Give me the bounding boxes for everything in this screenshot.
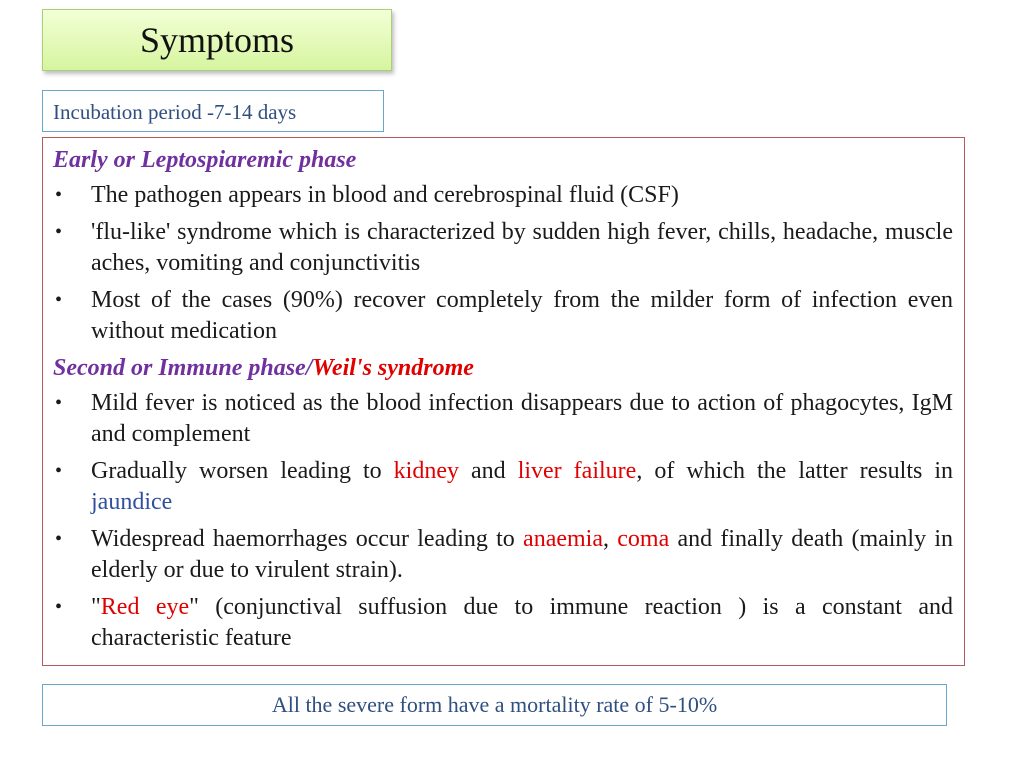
early-phase-list [53,180,953,347]
immune-phase-heading: Second or Immune phase/Weil's syndrome [53,355,474,381]
bullet-icon: • [55,528,63,550]
bullet-icon: • [55,184,63,206]
anaemia-highlight: anaemia [523,526,603,552]
list-item: • Most of the cases (90%) recover completely from the milder form of infection even without medication [55,287,953,344]
bullet-icon: • [55,596,63,618]
jaundice-highlight: jaundice [91,489,173,515]
immune-phase-list [53,388,953,654]
bullet-icon: • [55,289,63,311]
kidney-highlight: kidney [393,458,459,484]
list-item: • Gradually worsen leading to kidney and liver failure, of which the latter results in jaundice [55,458,954,515]
coma-highlight: coma [617,526,670,552]
bullet-icon: • [55,460,63,482]
mortality-rate-box: All the severe form have a mortality rate of 5-10% [42,684,947,726]
list-item: • Mild fever is noticed as the blood infection disappears due to action of phagocytes, IgM and complement [55,390,953,447]
list-item: • The pathogen appears in blood and cerebrospinal fluid (CSF) [53,180,953,211]
list-item: • Widespread haemorrhages occur leading to anaemia, coma and finally death (mainly in elderly or due to virulent strain). [55,526,954,583]
bullet-icon: • [55,221,63,243]
red-eye-highlight: Red eye [100,594,190,620]
weils-syndrome-label: Weil's syndrome [312,355,474,381]
incubation-period-box: Incubation period -7-14 days [42,90,384,132]
early-phase-heading: Early or Leptospiaremic phase [53,147,357,173]
liver-failure-highlight: liver failure [517,458,637,484]
phases-content-box [42,137,965,666]
list-item: • 'flu-like' syndrome which is characterized by sudden high fever, chills, headache, muscle aches, vomiting and conjunctivitis [55,219,953,276]
slide-title: Symptoms [42,9,392,71]
list-item: • "Red eye" (conjunctival suffusion due to immune reaction ) is a constant and characteristic feature [55,594,953,651]
bullet-icon: • [55,392,63,414]
